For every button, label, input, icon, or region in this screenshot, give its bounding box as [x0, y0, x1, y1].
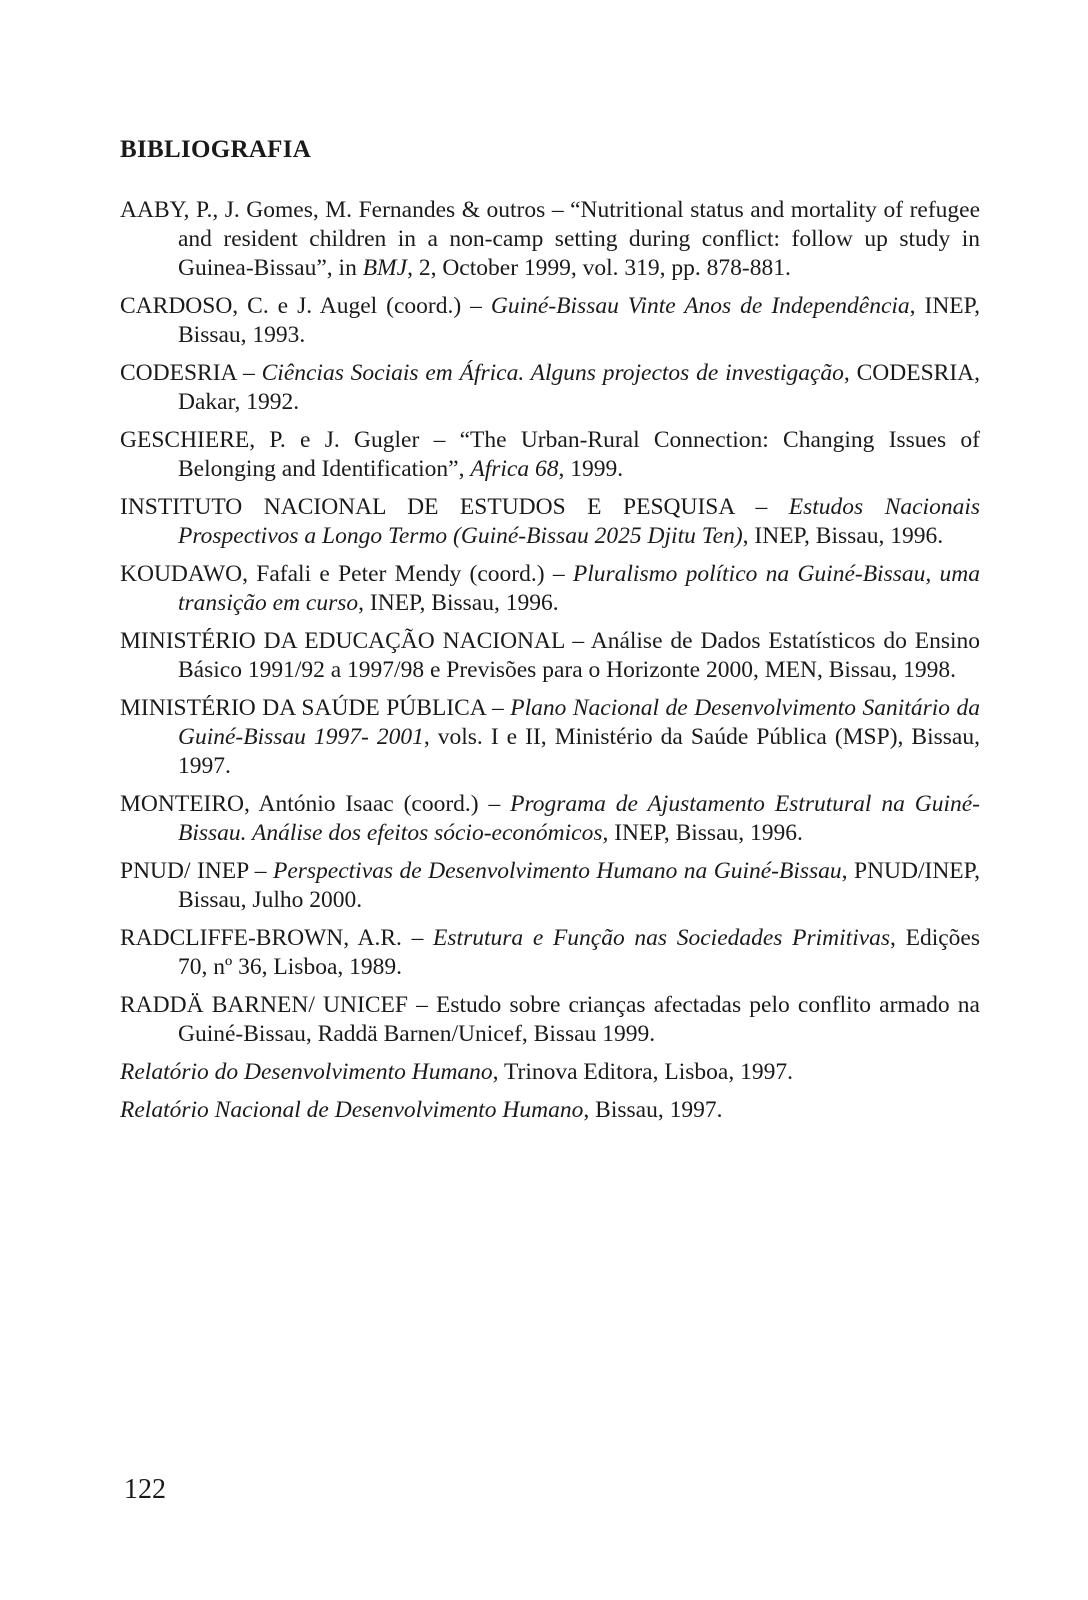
- entry-details: , INEP, Bissau, 1996.: [358, 590, 559, 616]
- entry-details: , Edições 70, nº 36, Lisboa, 1989.: [178, 925, 980, 980]
- bibliography-entry: [120, 991, 980, 1049]
- bibliography-entry: [120, 627, 980, 685]
- bibliography-entry: [120, 1096, 980, 1125]
- entry-details: , Bissau, 1997.: [583, 1097, 723, 1123]
- entry-details: , INEP, Bissau, 1996.: [742, 523, 944, 549]
- entry-author: KOUDAWO, Fafali e Peter Mendy (coord.) –: [120, 561, 573, 587]
- entry-journal: BMJ: [362, 255, 408, 281]
- entry-details: , CODESRIA, Dakar, 1992.: [178, 360, 980, 415]
- entry-title: Estudos Nacionais Prospectivos a Longo Termo (Guiné-Bissau 2025 Djitu Ten): [178, 494, 981, 549]
- bibliography-entry: [120, 196, 980, 283]
- entry-title: Estrutura e Função nas Sociedades Primitivas: [433, 925, 891, 951]
- entry-title: Perspectivas de Desenvolvimento Humano na Guiné-Bissau: [272, 858, 842, 884]
- bibliography-entry: [120, 292, 980, 350]
- bibliography-entry: [120, 857, 980, 915]
- entry-details: Estudo sobre crianças afectadas pelo conflito armado na Guiné-Bissau, Raddä Barnen/Unicef, Bissau 1999.: [178, 992, 980, 1047]
- entry-author: MINISTÉRIO DA SAÚDE PÚBLICA –: [120, 695, 511, 721]
- entry-details: , Trinova Editora, Lisboa, 1997.: [492, 1059, 793, 1085]
- entry-details: , INEP, Bissau, 1996.: [602, 820, 803, 846]
- entry-title: Pluralismo político na Guiné-Bissau, uma transição em curso: [178, 561, 981, 616]
- entry-author: CARDOSO, C. e J. Augel (coord.) –: [120, 293, 491, 319]
- entry-tail: , 1999.: [558, 456, 624, 482]
- entry-details: , vols. I e II, Ministério da Saúde Pública (MSP), Bissau, 1997.: [178, 724, 980, 779]
- bibliography-entry: [120, 790, 980, 848]
- entry-title: Relatório Nacional de Desenvolvimento Humano: [120, 1097, 584, 1123]
- entry-title: Plano Nacional de Desenvolvimento Sanitário da Guiné-Bissau 1997- 2001: [178, 695, 980, 750]
- section-heading: BIBLIOGRAFIA: [120, 136, 312, 163]
- entry-details: “Nutritional status and mortality of refugee and resident children in a non-camp setting during conflict: follow up study in Guinea-Bissau”, in: [178, 197, 981, 281]
- entry-details: , PNUD/INEP, Bissau, Julho 2000.: [178, 858, 980, 913]
- entry-details: “The Urban-Rural Connection: Changing Issues of Belonging and Identification”,: [178, 427, 980, 482]
- entry-author: PNUD/ INEP –: [120, 858, 273, 884]
- entry-title: Programa de Ajustamento Estrutural na Guiné-Bissau. Análise dos efeitos sócio-económicos: [178, 791, 981, 846]
- bibliography-entry: [120, 493, 980, 551]
- entry-tail: , 2, October 1999, vol. 319, pp. 878-881.: [407, 255, 791, 281]
- entry-author: AABY, P., J. Gomes, M. Fernandes & outros –: [120, 197, 571, 223]
- entry-journal: Africa 68: [470, 456, 559, 482]
- entry-author: GESCHIERE, P. e J. Gugler –: [120, 427, 460, 453]
- bibliography-entry: [120, 924, 980, 982]
- bibliography-list: [120, 196, 980, 1134]
- bibliography-entry: [120, 1058, 980, 1087]
- bibliography-entry: [120, 694, 980, 781]
- entry-author: RADCLIFFE-BROWN, A.R. –: [120, 925, 434, 951]
- entry-author: CODESRIA –: [120, 360, 262, 386]
- bibliography-entry: [120, 426, 980, 484]
- entry-title: Guiné-Bissau Vinte Anos de Independência: [490, 293, 910, 319]
- entry-author: MONTEIRO, António Isaac (coord.) –: [120, 791, 511, 817]
- entry-author: MINISTÉRIO DA EDUCAÇÃO NACIONAL –: [120, 628, 591, 654]
- entry-title: Ciências Sociais em África. Alguns projectos de investigação: [261, 360, 844, 386]
- entry-title: Relatório do Desenvolvimento Humano: [120, 1059, 493, 1085]
- page-number: 122: [124, 1474, 166, 1505]
- entry-details: , INEP, Bissau, 1993.: [178, 293, 980, 348]
- entry-author: INSTITUTO NACIONAL DE ESTUDOS E PESQUISA –: [120, 494, 789, 520]
- entry-details: Análise de Dados Estatísticos do Ensino Básico 1991/92 a 1997/98 e Previsões para o Horizonte 2000, MEN, Bissau, 1998.: [178, 628, 981, 683]
- bibliography-entry: [120, 560, 980, 618]
- bibliography-entry: [120, 359, 980, 417]
- entry-author: RADDÄ BARNEN/ UNICEF –: [120, 992, 437, 1018]
